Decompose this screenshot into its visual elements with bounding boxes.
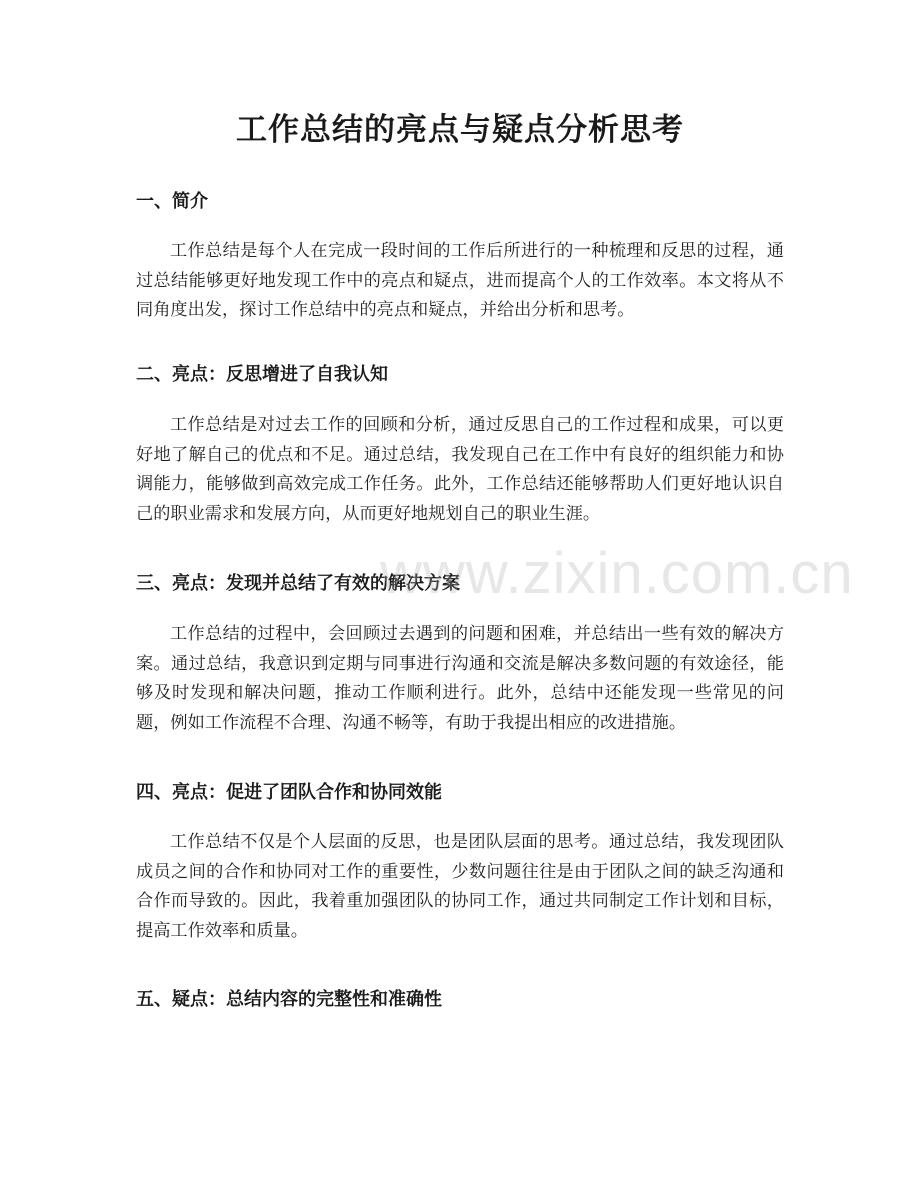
section-paragraph-self-awareness: 工作总结是对过去工作的回顾和分析，通过反思自己的工作过程和成果，可以更好地了解自己的优点和不足。通过总结，我发现自己在工作中有良好的组织能力和协调能力，能够做到高效完成工作任务。此外，工作总结还能够帮助人们更好地认识自己的职业需求和发展方向，从而更好地规划自己的职业生涯。	[136, 415, 784, 525]
section-paragraph-solutions: 工作总结的过程中，会回顾过去遇到的问题和困难，并总结出一些有效的解决方案。通过总结，我意识到定期与同事进行沟通和交流是解决多数问题的有效途径，能够及时发现和解决问题，推动工作顺利进行。此外，总结中还能发现一些常见的问题，例如工作流程不合理、沟通不畅等，有助于我提出相应的改进措施。	[136, 624, 784, 734]
section-paragraph-teamwork: 工作总结不仅是个人层面的反思，也是团队层面的思考。通过总结，我发现团队成员之间的合作和协同对工作的重要性，少数问题往往是由于团队之间的缺乏沟通和合作而导致的。因此，我着重加强团队的协同工作，通过共同制定工作计划和目标，提高工作效率和质量。	[136, 832, 784, 942]
section-heading-solutions: 三、亮点：发现并总结了有效的解决方案	[136, 573, 460, 594]
document-title: 工作总结的亮点与疑点分析思考	[236, 112, 684, 148]
watermark: www.zixin.com.cn	[380, 541, 854, 606]
section-paragraph-intro: 工作总结是每个人在完成一段时间的工作后所进行的一种梳理和反思的过程，通过总结能够更好地发现工作中的亮点和疑点，进而提高个人的工作效率。本文将从不同角度出发，探讨工作总结中的亮点和疑点，并给出分析和思考。	[136, 241, 784, 321]
section-heading-intro: 一、简介	[136, 191, 208, 212]
section-heading-self-awareness: 二、亮点：反思增进了自我认知	[136, 364, 388, 385]
section-heading-completeness: 五、疑点：总结内容的完整性和准确性	[136, 989, 442, 1010]
section-heading-teamwork: 四、亮点：促进了团队合作和协同效能	[136, 782, 442, 803]
